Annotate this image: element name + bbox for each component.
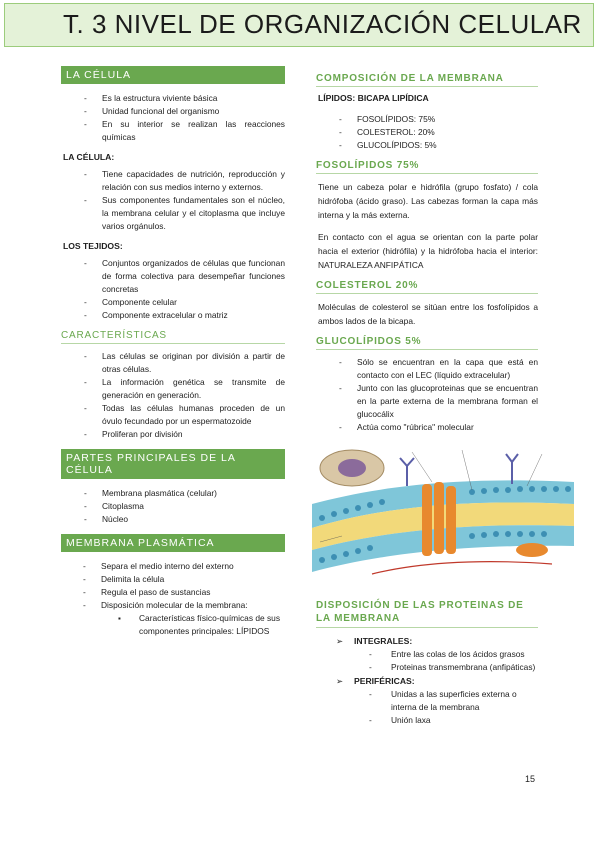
list-item: - Sus componentes fundamentales son el núcleo, la membrana celular y el citoplasma que incluye varios orgánulos.: [61, 194, 285, 233]
list-item: - Entre las colas de los ácidos grasos: [354, 648, 538, 661]
list-item: - Las células se originan por división a partir de otras células.: [61, 350, 285, 376]
sublist-perifericas: [354, 688, 538, 727]
left-column: [61, 66, 285, 638]
list-item: - Conjuntos organizados de células que funcionan de forma colectiva para desempeñar funciones concretas: [61, 257, 285, 296]
list-item: - Regula el paso de sustancias: [61, 586, 285, 599]
page-title: T. 3 NIVEL DE ORGANIZACIÓN CELULAR: [63, 9, 582, 39]
section-heading-glucolipidos: GLUCOLÍPIDOS 5%: [316, 336, 538, 350]
right-column: [316, 73, 538, 727]
list-item-perifericas: [316, 674, 538, 727]
list-item-integrales: [316, 634, 538, 674]
section-heading-membrana: MEMBRANA PLASMÁTICA: [61, 534, 285, 552]
label-lipidos: LÍPIDOS: BICAPA LIPÍDICA: [318, 93, 429, 103]
list-item: - Actúa como "rúbrica" molecular: [316, 421, 538, 434]
list-partes: [61, 487, 285, 526]
list-item: - Membrana plasmática (celular): [61, 487, 285, 500]
list-item: - Citoplasma: [61, 500, 285, 513]
list-item: - Componente celular: [61, 296, 285, 309]
list-item: - Unidas a las superficies externa o interna de la membrana: [354, 688, 538, 714]
sublist-integrales: [354, 648, 538, 674]
section-heading-partes: PARTES PRINCIPALES DE LA CÉLULA: [61, 449, 285, 479]
paragraph-fosolipidos-1: Tiene un cabeza polar e hidrófila (grupo fosfato) / cola hidrófoba (ácido graso). Las cabezas forman la capa más interna y la más externa.: [318, 182, 538, 220]
list-item: - Unidad funcional del organismo: [61, 105, 285, 118]
list-item: - Junto con las glucoproteinas que se encuentran en la parte externa de la membrana forman el glucocálix: [316, 382, 538, 421]
page-number: 15: [525, 774, 536, 784]
paragraph-fosolipidos-2: En contacto con el agua se orientan con la parte polar hacia el exterior (hidrófila) y la hidrófoba hacia el interior: NATURALEZA ANFIPÁTICA: [318, 232, 538, 270]
list-composicion: [316, 113, 538, 152]
membrane-diagram: [312, 446, 574, 584]
list-item: ▪ Características físico-químicas de sus componentes principales: LÍPIDOS: [61, 612, 285, 638]
group-label: INTEGRALES:: [354, 636, 413, 646]
list-item: - Sólo se encuentran en la capa que está en contacto con el LEC (líquido extracelular): [316, 356, 538, 382]
list-item: - Proliferan por división: [61, 428, 285, 441]
title-bar: [4, 3, 594, 47]
list-item: - Componente extracelular o matriz: [61, 309, 285, 322]
list-tejidos: [61, 257, 285, 322]
list-item: - GLUCOLÍPIDOS: 5%: [316, 139, 538, 152]
label-la-celula: LA CÉLULA:: [63, 152, 115, 162]
label-tejidos: LOS TEJIDOS:: [63, 241, 123, 251]
section-heading-colesterol: COLESTEROL 20%: [316, 280, 538, 294]
list-item: - Unión laxa: [354, 714, 538, 727]
sublist-membrana: [61, 612, 285, 638]
list-membrana: [61, 560, 285, 612]
section-heading-disposicion: DISPOSICIÓN DE LAS PROTEINAS DE LA MEMBRANA: [316, 599, 538, 628]
list-la-celula-2: [61, 168, 285, 233]
section-heading-caracteristicas: CARACTERÍSTICAS: [61, 330, 285, 344]
section-heading-fosolipidos: FOSOLÍPIDOS 75%: [316, 160, 538, 174]
list-item: - Delimita la célula: [61, 573, 285, 586]
list-disposicion: [316, 634, 538, 727]
list-item: - Todas las células humanas proceden de un óvulo fecundado por un espermatozoide: [61, 402, 285, 428]
list-item: - Proteinas transmembrana (anfipáticas): [354, 661, 538, 674]
list-item: - En su interior se realizan las reacciones químicas: [61, 118, 285, 144]
list-item: - Tiene capacidades de nutrición, reproducción y relación con sus medios interno y externos.: [61, 168, 285, 194]
list-la-celula: [61, 92, 285, 144]
group-label: PERIFÉRICAS:: [354, 676, 415, 686]
paragraph-colesterol: Moléculas de colesterol se sitúan entre los fosfolípidos a ambos lados de la bicapa.: [318, 302, 538, 326]
list-item: - FOSOLÍPIDOS: 75%: [316, 113, 538, 126]
section-heading-la-celula: LA CÉLULA: [61, 66, 285, 84]
list-item: - COLESTEROL: 20%: [316, 126, 538, 139]
list-glucolipidos: [316, 356, 538, 434]
list-item: - Núcleo: [61, 513, 285, 526]
list-caracteristicas: [61, 350, 285, 441]
list-item: - Es la estructura viviente básica: [61, 92, 285, 105]
section-heading-composicion: COMPOSICIÓN DE LA MEMBRANA: [316, 73, 538, 87]
list-item: - Separa el medio interno del externo: [61, 560, 285, 573]
list-item: - Disposición molecular de la membrana:: [61, 599, 285, 612]
list-item: - La información genética se transmite de generación en generación.: [61, 376, 285, 402]
